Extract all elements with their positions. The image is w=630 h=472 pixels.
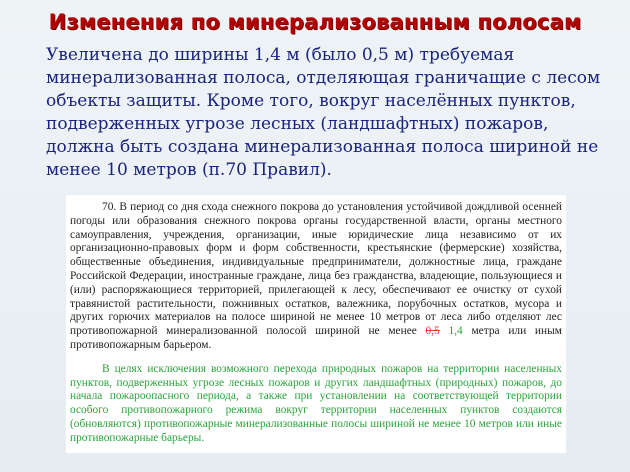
- slide-title: Изменения по минерализованным полосам: [48, 10, 582, 34]
- document-added-paragraph: В целях исключения возможного перехода природных пожаров на территории населенных пунктов, подверженных угрозе лесных пожаров и других ландшафтных (природных) пожаров, до начала пожароопасного периода, а также при установлении на соответствующей территории особого противопожарного режима вокруг территории населенных пунктов создаются (обновляются) противопожарные минерализованные полосы шириной не менее 10 метров или иные противопожарные барьеры.: [70, 362, 562, 444]
- paragraph-70-text: 70. В период со дня схода снежного покрова до установления устойчивой дождливой осенней погоды или образования снежного покрова органы государственной власти, органы местного самоуправления, учреждения, организации, иные юридические лица независимо от их организационно-правовых форм и форм собственности, крестьянские (фермерские) хозяйства, общественные объединения, индивидуальные предприниматели, должностные лица, граждане Российской Федерации, иностранные граждане, лица без гражданства, владеющие, пользующиеся и (или) распоряжающиеся территорией, прилегающей к лесу, обеспечивают ее очистку от сухой травянистой растительности, пожнивных остатков, валежника, порубочных остатков, мусора и других горючих материалов на полосе шириной не менее 10 метров от леса либо отделяют лес противопожарной минерализованной полосой шириной не менее: [70, 201, 562, 338]
- document-excerpt: [66, 195, 566, 453]
- paragraph-70-end: метра или иным противопожарным барьером.: [70, 325, 562, 351]
- document-paragraph-70: [70, 201, 562, 353]
- deleted-value: 0,5: [425, 325, 440, 338]
- intro-paragraph: Увеличена до ширины 1,4 м (было 0,5 м) требуемая минерализованная полоса, отделяющая граничащие с лесом объекты защиты. Кроме того, вокруг населённых пунктов, подверженных угрозе лесных (ландшафтных) пожаров, должна быть создана минерализованная полоса шириной не менее 10 метров (п.70 Правил).: [46, 45, 601, 180]
- added-value: 1,4: [448, 325, 463, 338]
